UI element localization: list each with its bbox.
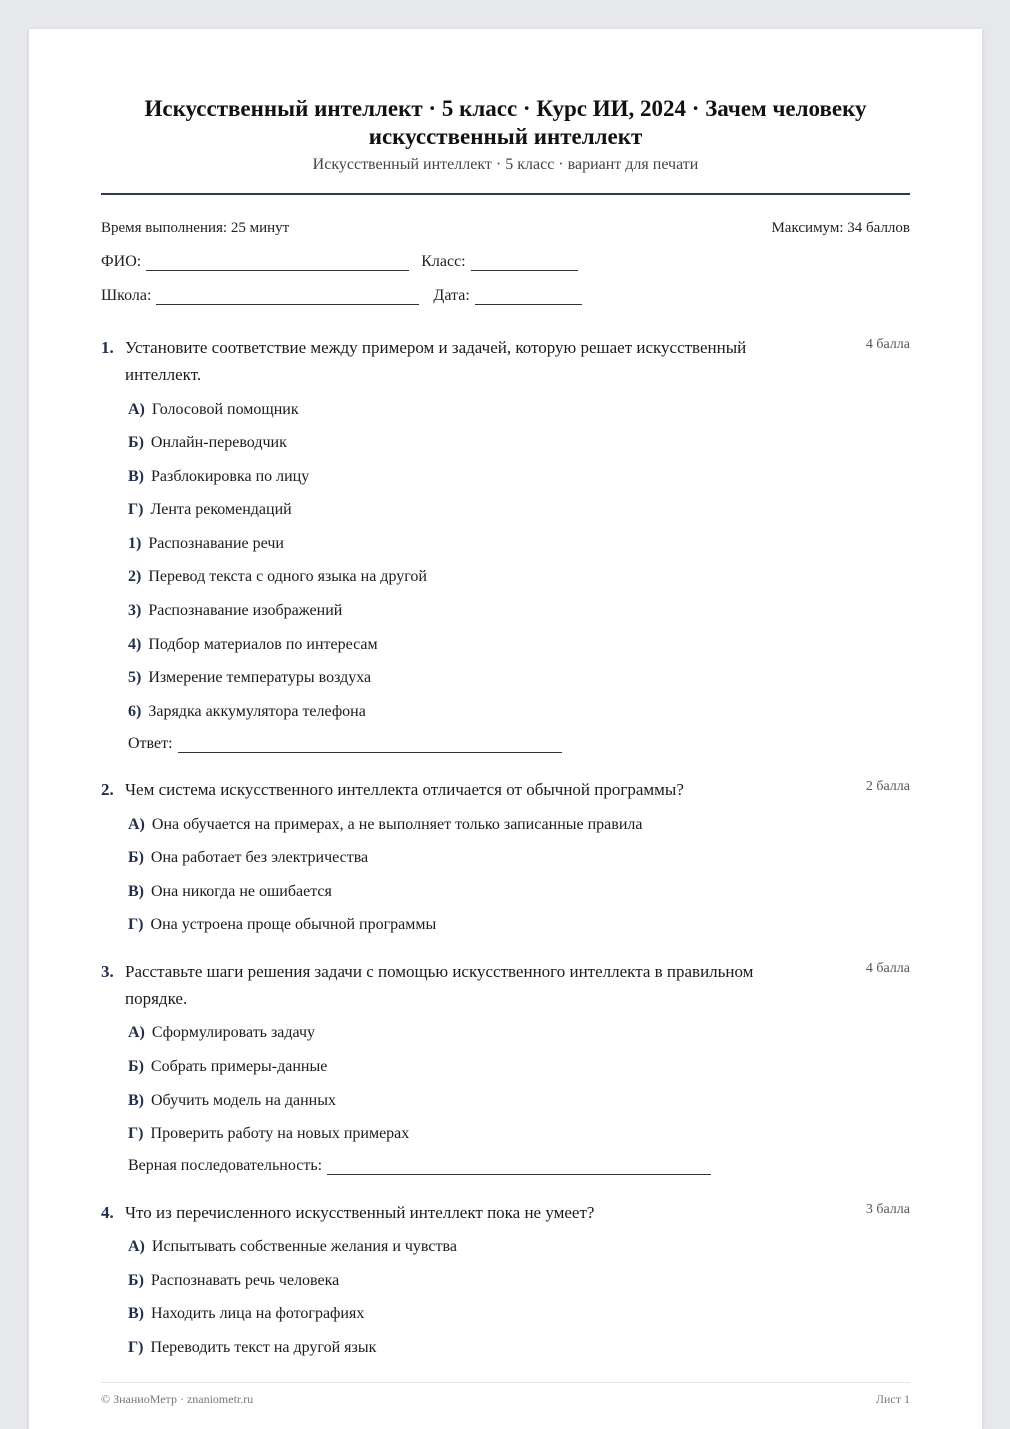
option-item[interactable] (128, 915, 436, 935)
option-label: Б) (128, 434, 144, 451)
school-label: Школа: (101, 287, 152, 304)
option-text: Она обучается на примерах, а не выполняет только записанные правила (151, 816, 643, 833)
option-text: Собрать примеры-данные (150, 1058, 328, 1075)
option-label: Б) (128, 1272, 144, 1289)
option-text: Распознавание изображений (148, 602, 343, 619)
question-1 (101, 334, 910, 388)
question-text: Расставьте шаги решения задачи с помощью искусственного интеллекта в правильном порядке. (125, 962, 754, 1008)
option-item[interactable] (128, 848, 368, 868)
option-item[interactable] (128, 433, 287, 453)
option-text: Находить лица на фотографиях (151, 1305, 365, 1322)
option-label: В) (128, 1305, 144, 1322)
answer-label: Верная последовательность: (128, 1157, 323, 1174)
option-text: Обучить модель на данных (151, 1092, 336, 1109)
option-label: В) (128, 1092, 144, 1109)
option-label: Г) (128, 1339, 144, 1356)
option-item[interactable] (128, 1338, 376, 1358)
student-fields-row-2 (101, 287, 582, 305)
option-item[interactable] (128, 534, 284, 554)
question-2 (101, 776, 910, 803)
option-label: А) (128, 1024, 145, 1041)
question-4 (101, 1199, 910, 1226)
option-item[interactable] (128, 882, 332, 902)
option-text: Лента рекомендаций (150, 501, 292, 518)
option-item[interactable] (128, 1057, 327, 1077)
option-text: Она работает без электричества (150, 849, 369, 866)
option-text: Перевод текста с одного языка на другой (148, 568, 427, 585)
question-points: 4 балла (865, 337, 910, 352)
date-input-line[interactable] (475, 288, 582, 305)
option-label: В) (128, 883, 144, 900)
question-number: 2. (101, 780, 114, 799)
option-item[interactable] (128, 635, 378, 655)
option-item[interactable] (128, 1237, 457, 1257)
max-score: Максимум: 34 баллов (771, 220, 910, 236)
option-item[interactable] (128, 467, 309, 487)
page-subtitle: Искусственный интеллект · 5 класс · вариант для печати (312, 156, 699, 173)
school-input-line[interactable] (156, 288, 419, 305)
answer-input-line[interactable] (327, 1158, 711, 1175)
question-3 (101, 958, 910, 1012)
option-label: 3) (128, 602, 142, 619)
footer-page-number: Лист 1 (875, 1392, 910, 1406)
option-text: Разблокировка по лицу (151, 468, 310, 485)
header-divider (101, 193, 910, 195)
question-points: 4 балла (865, 961, 910, 976)
option-text: Сформулировать задачу (151, 1024, 316, 1041)
answer-row (128, 735, 562, 753)
question-points: 3 балла (865, 1202, 910, 1217)
option-text: Подбор материалов по интересам (148, 636, 378, 653)
option-item[interactable] (128, 702, 366, 722)
option-text: Проверить работу на новых примерах (150, 1125, 410, 1142)
option-label: В) (128, 468, 144, 485)
fio-label: ФИО: (101, 253, 142, 270)
footer-copyright: © ЗнаниоМетр · znaniometr.ru (101, 1392, 254, 1406)
option-label: 1) (128, 535, 142, 552)
option-label: 4) (128, 636, 142, 653)
option-label: Г) (128, 1125, 144, 1142)
page-footer (101, 1392, 910, 1407)
option-text: Зарядка аккумулятора телефона (148, 703, 366, 720)
option-label: 6) (128, 703, 142, 720)
class-label: Класс: (421, 253, 466, 270)
option-label: А) (128, 1238, 145, 1255)
answer-row (128, 1157, 711, 1175)
option-item[interactable] (128, 668, 371, 688)
option-item[interactable] (128, 1271, 339, 1291)
option-text: Измерение температуры воздуха (148, 669, 372, 686)
answer-input-line[interactable] (178, 736, 562, 753)
option-label: А) (128, 401, 145, 418)
option-label: Г) (128, 501, 144, 518)
class-input-line[interactable] (471, 254, 578, 271)
option-label: Г) (128, 916, 144, 933)
option-item[interactable] (128, 1023, 315, 1043)
question-number: 3. (101, 962, 114, 981)
option-text: Голосовой помощник (151, 401, 299, 418)
option-label: Б) (128, 1058, 144, 1075)
question-number: 1. (101, 338, 114, 357)
question-text: Что из перечисленного искусственный интеллект пока не умеет? (125, 1203, 595, 1222)
question-points: 2 балла (865, 779, 910, 794)
student-fields-row-1 (101, 253, 578, 271)
option-label: Б) (128, 849, 144, 866)
fio-input-line[interactable] (146, 254, 409, 271)
option-item[interactable] (128, 1304, 364, 1324)
option-text: Испытывать собственные желания и чувства (151, 1238, 457, 1255)
option-text: Переводить текст на другой язык (150, 1339, 377, 1356)
option-item[interactable] (128, 815, 642, 835)
answer-label: Ответ: (128, 735, 173, 752)
option-item[interactable] (128, 500, 292, 520)
option-label: 5) (128, 669, 142, 686)
footer-divider (101, 1382, 910, 1383)
option-item[interactable] (128, 400, 299, 420)
option-text: Она устроена проще обычной программы (150, 916, 437, 933)
option-label: 2) (128, 568, 142, 585)
page-title: Искусственный интеллект · 5 класс · Курс ИИ, 2024 · Зачем человеку искусственный интеллект (144, 96, 867, 149)
meta-row (101, 220, 910, 237)
option-item[interactable] (128, 1124, 409, 1144)
option-item[interactable] (128, 601, 342, 621)
time-limit: Время выполнения: 25 минут (101, 220, 290, 236)
option-text: Распознавание речи (148, 535, 284, 552)
question-text: Чем система искусственного интеллекта отличается от обычной программы? (125, 780, 684, 799)
option-label: А) (128, 816, 145, 833)
date-label: Дата: (433, 287, 470, 304)
question-text: Установите соответствие между примером и задачей, которую решает искусственный интеллект. (125, 338, 747, 384)
option-text: Она никогда не ошибается (151, 883, 332, 900)
option-text: Онлайн-переводчик (150, 434, 287, 451)
option-item[interactable] (128, 567, 427, 587)
option-text: Распознавать речь человека (150, 1272, 340, 1289)
question-number: 4. (101, 1203, 114, 1222)
worksheet-page (29, 29, 982, 1429)
option-item[interactable] (128, 1091, 336, 1111)
